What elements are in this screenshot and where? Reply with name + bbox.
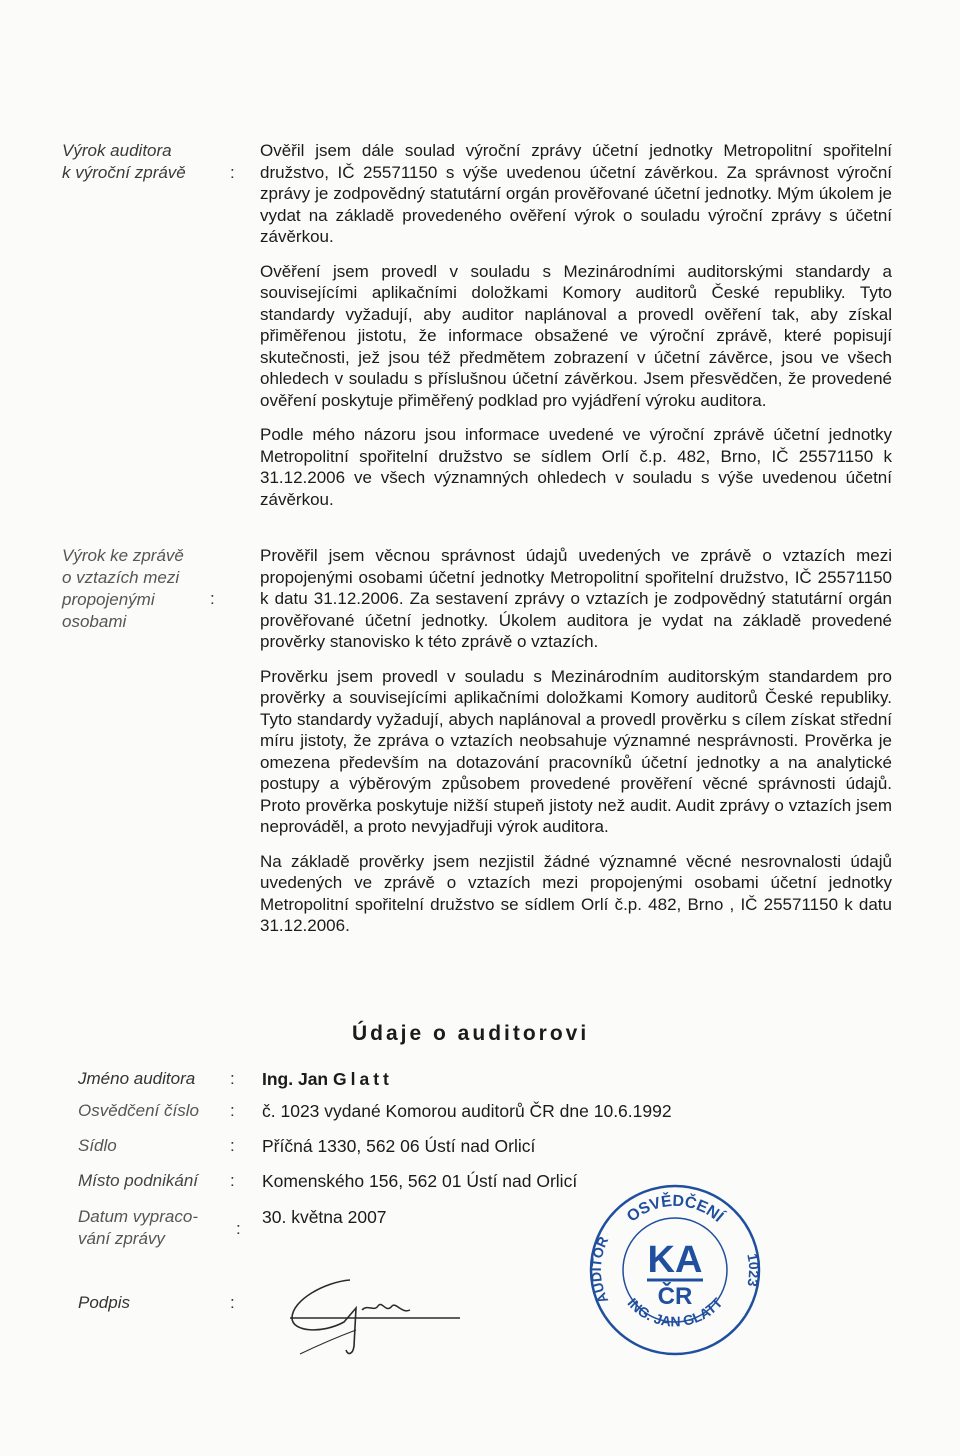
section1-label-line1: Výrok auditora	[62, 141, 172, 160]
seat-label: Sídlo	[78, 1136, 117, 1155]
stamp-right-text: 1023	[744, 1252, 763, 1288]
section2-label-line2: o vztazích mezi	[62, 568, 180, 587]
stamp-top-text: OSVĚDČENÍ	[624, 1192, 727, 1226]
auditor-name-prefix: Ing. Jan	[262, 1069, 329, 1089]
stamp-center-top: KA	[647, 1239, 703, 1281]
section2-paragraph-2: Prověrku jsem provedl v souladu s Mezinárodním auditorským standardem pro prověrky a souvisejícími aplikačními doložkami Komory auditorů České republiky. Tyto standardy vyžadují, abych naplánoval a provedl prověrku s cílem získat střední míru jistoty, že zpráva o vztazích neobsahuje významné nesprávnosti. Prověrka je omezena především na dotazování pracovníků účetní jednotky a na analytické postupy a výběrovým způsobem provedené prověření věcné správnosti údajů. Proto prověrka poskytuje nižší stupeň jistoty než audit. Audit zprávy o vztazích jsem neprováděl, a proto nevyjadřuji výrok auditora.	[260, 666, 892, 836]
section2-colon: :	[210, 589, 215, 608]
date-value: 30. května 2007	[262, 1207, 387, 1227]
section2-label	[62, 545, 242, 633]
stamp-center-bottom: ČR	[657, 1283, 693, 1310]
section1-body	[260, 140, 892, 510]
section1-colon: :	[230, 163, 235, 182]
cert-label: Osvědčení číslo	[78, 1101, 199, 1120]
seat-colon: :	[230, 1136, 235, 1155]
date-label-line1: Datum vypraco-	[78, 1207, 198, 1226]
section1-paragraph-3: Podle mého názoru jsou informace uvedené ve výroční zprávě účetní jednotky Metropolitní spořitelní družstvo se sídlem Orlí č.p. 482, Brno, IČ 25571150 k 31.12.2006 ve všech významných ohledech v souladu s výše uvedenou účetní závěrkou.	[260, 425, 892, 509]
cert-colon: :	[230, 1101, 235, 1120]
auditor-stamp	[585, 1180, 765, 1360]
section2-label-line1: Výrok ke zprávě	[62, 546, 184, 565]
section1-paragraph-1: Ověřil jsem dále soulad výroční zprávy účetní jednotky Metropolitní spořitelní družstvo, IČ 25571150 s výše uvedenou účetní závěrkou. Za správnost výroční zprávy je zodpovědný statutární orgán prověřované účetní jednotky. Mým úkolem je vydat na základě provedeného ověření výrok o souladu výroční zprávy s účetní závěrkou.	[260, 141, 892, 246]
signature-colon: :	[230, 1293, 235, 1312]
auditor-name-surname: Glatt	[333, 1069, 393, 1089]
name-label: Jméno auditora	[78, 1069, 196, 1088]
business-value: Komenského 156, 562 01 Ústí nad Orlicí	[262, 1171, 578, 1191]
stamp-left-text: AUDITOR	[587, 1234, 612, 1306]
stamp-bottom-text: ING. JAN GLATT	[624, 1294, 726, 1330]
section2-label-line4: osobami	[62, 612, 127, 631]
auditor-heading: Údaje o auditorovi	[352, 1022, 590, 1045]
name-colon: :	[230, 1069, 235, 1088]
seat-value: Příčná 1330, 562 06 Ústí nad Orlicí	[262, 1136, 536, 1156]
auditor-name	[262, 1068, 393, 1090]
section1-paragraph-2: Ověření jsem provedl v souladu s Mezinárodními auditorskými standardy a souvisejícími aplikačními doložkami Komory auditorů České republiky. Tyto standardy vyžadují, aby auditor naplánoval a provedl ověření tak, aby získal přiměřenou jistotu, že informace obsažené ve výroční zprávě, které popisují skutečnosti, jež jsou též předmětem zobrazení v účetní závěrce, jsou ve všech ohledech v souladu s příslušnou účetní závěrkou. Jsem přesvědčen, že provedené ověření poskytuje přiměřený podklad pro vyjádření výroku auditora.	[260, 261, 892, 410]
section1-label	[62, 140, 242, 184]
handwritten-signature	[270, 1270, 500, 1360]
section1-label-line2: k výroční zprávě	[62, 163, 186, 182]
section2-body	[260, 545, 892, 937]
date-label	[78, 1206, 258, 1250]
date-label-line2: vání zprávy	[78, 1229, 165, 1248]
section2-paragraph-1: Prověřil jsem věcnou správnost údajů uvedených ve zprávě o vztazích mezi propojenými osobami účetní jednotky Metropolitní spořitelní družstvo, IČ 25571150 k datu 31.12.2006. Za sestavení zprávy o vztazích je zodpovědný statutární orgán prověřované účetní jednotky. Úkolem auditora je vydat na základě provedené prověrky stanovisko k této zprávě o vztazích.	[260, 546, 892, 651]
business-label: Místo podnikání	[78, 1171, 199, 1190]
signature-label: Podpis	[78, 1293, 130, 1312]
business-colon: :	[230, 1171, 235, 1190]
section2-paragraph-3: Na základě prověrky jsem nezjistil žádné významné věcné nesrovnalosti údajů uvedených ve zprávě o vztazích mezi propojenými osobami účetní jednotky Metropolitní spořitelní družstvo se sídlem Orlí č.p. 482, Brno , IČ 25571150 k datu 31.12.2006.	[260, 851, 892, 935]
section2-label-line3: propojenými	[62, 590, 155, 609]
date-colon: :	[236, 1219, 241, 1238]
cert-value: č. 1023 vydané Komorou auditorů ČR dne 10.6.1992	[262, 1101, 672, 1121]
